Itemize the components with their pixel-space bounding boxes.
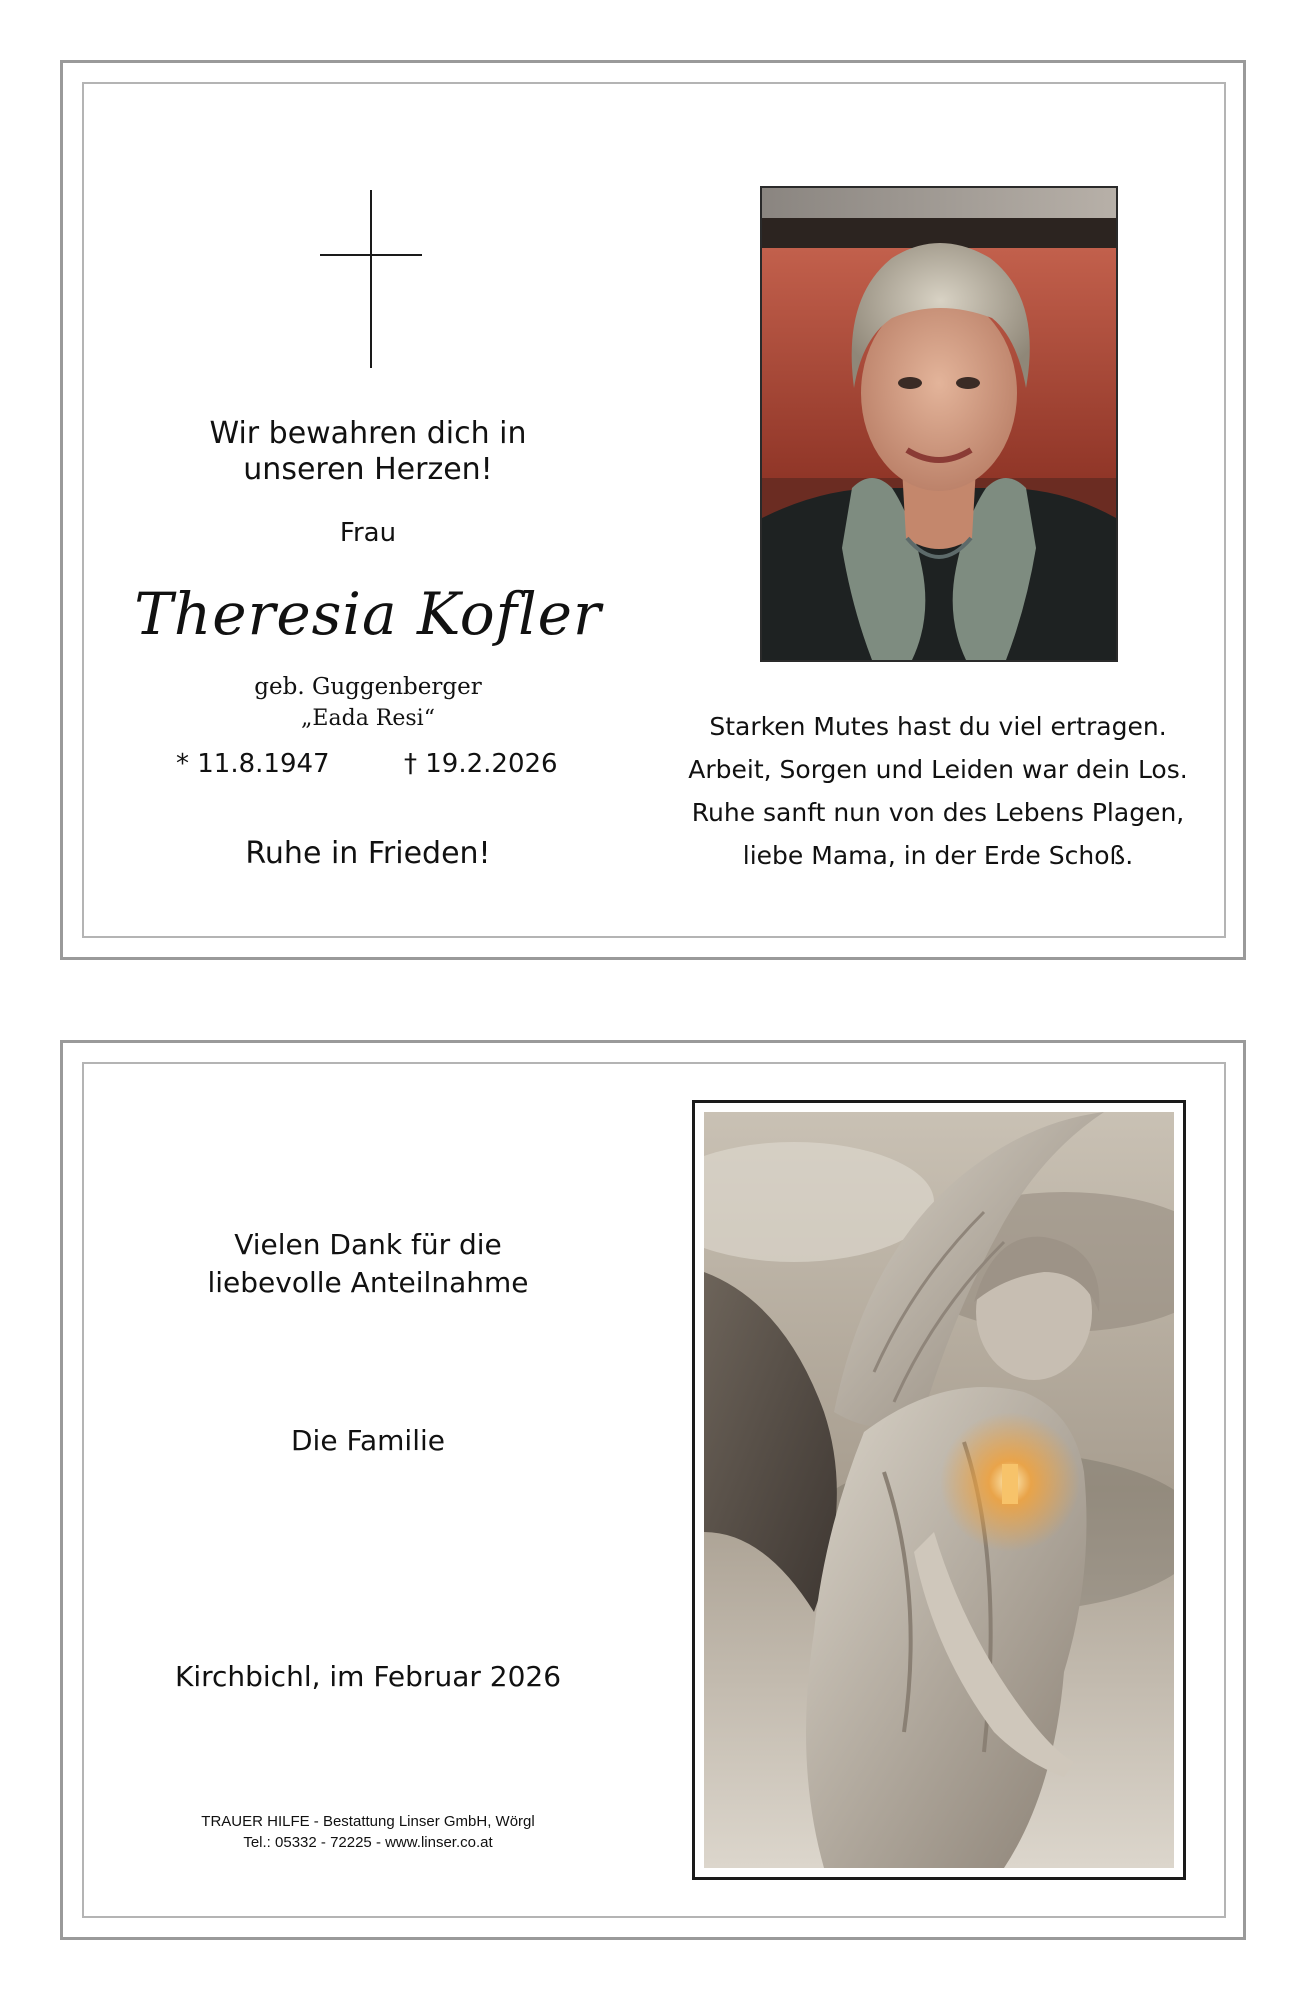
poem-line-3: Ruhe sanft nun von des Lebens Plagen, <box>691 798 1185 827</box>
angel-image-frame <box>692 1100 1186 1880</box>
family-signature: Die Familie <box>291 1424 445 1457</box>
portrait-photo <box>760 186 1118 662</box>
deceased-name: Theresia Kofler <box>134 580 602 648</box>
thanks-line-2: liebevolle Anteilnahme <box>207 1266 529 1299</box>
angel-image <box>704 1112 1174 1868</box>
thanks-line-1: Vielen Dank für die <box>234 1228 502 1261</box>
motto-line-2: unseren Herzen! <box>243 452 493 487</box>
poem-line-4: liebe Mama, in der Erde Schoß. <box>742 841 1134 870</box>
motto-line-1: Wir bewahren dich in <box>209 416 527 451</box>
cross-icon <box>370 190 372 368</box>
death-date: † 19.2.2026 <box>404 749 558 779</box>
undertaker-line-2: Tel.: 05332 - 72225 - www.linser.co.at <box>243 1834 493 1851</box>
salutation: Frau <box>339 518 397 548</box>
undertaker-line-1: TRAUER HILFE - Bestattung Linser GmbH, Wörgl <box>201 1813 535 1830</box>
nickname: „Eada Resi“ <box>301 706 435 731</box>
birth-name: geb. Guggenberger <box>254 674 482 700</box>
birth-date: * 11.8.1947 <box>176 749 330 779</box>
poem-line-1: Starken Mutes hast du viel ertragen. <box>709 712 1167 741</box>
place-date: Kirchbichl, im Februar 2026 <box>174 1660 562 1693</box>
cross-icon-bar <box>320 254 422 256</box>
poem-line-2: Arbeit, Sorgen und Leiden war dein Los. <box>688 755 1188 784</box>
closing-line: Ruhe in Frieden! <box>245 836 491 871</box>
